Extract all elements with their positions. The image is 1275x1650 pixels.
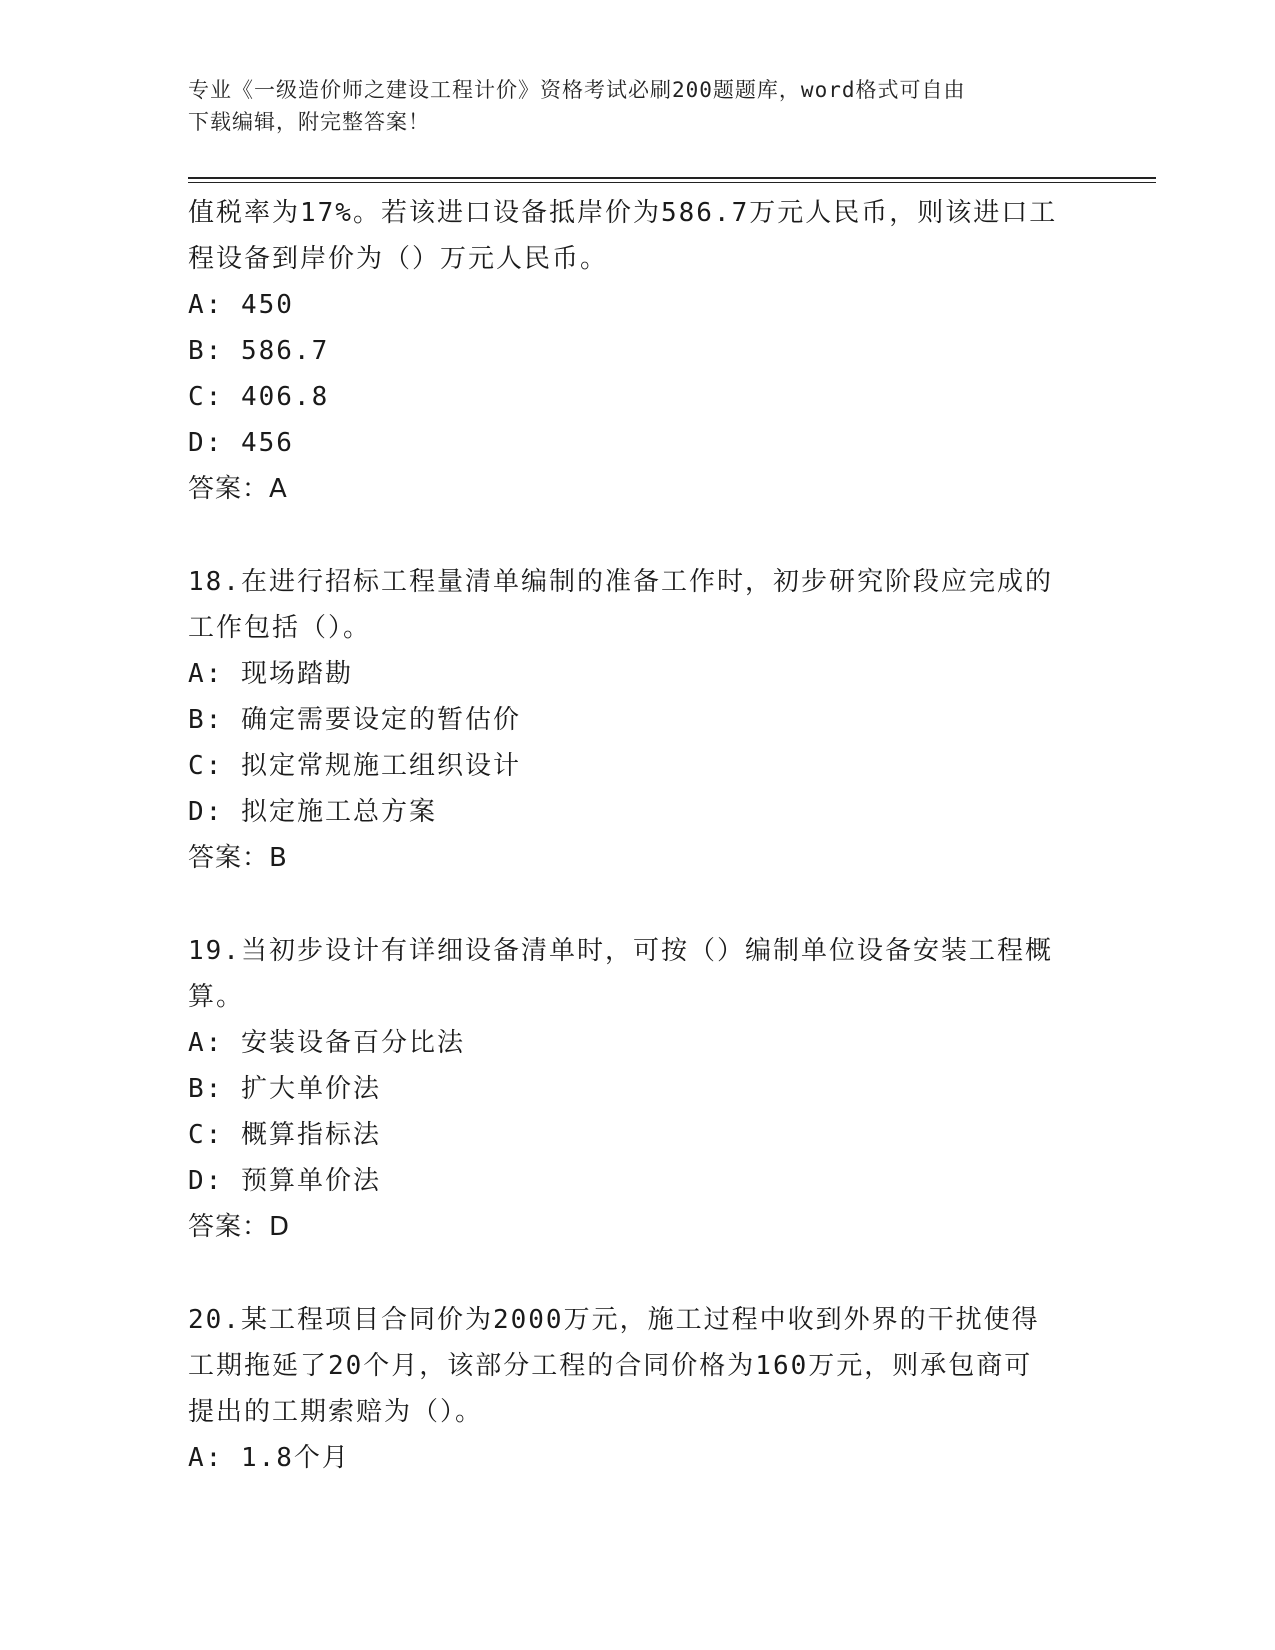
question-stem-line: 值税率为17%。若该进口设备抵岸价为586.7万元人民币，则该进口工 bbox=[188, 198, 1058, 228]
option-d: D: 456 bbox=[188, 428, 294, 458]
header-line-1: 专业《一级造价师之建设工程计价》资格考试必刷200题题库，word格式可自由 bbox=[188, 78, 966, 102]
question-20 bbox=[188, 1297, 1088, 1481]
question-stem-line: 19.当初步设计有详细设备清单时，可按（）编制单位设备安装工程概 bbox=[188, 936, 1053, 966]
question-stem-line: 20.某工程项目合同价为2000万元，施工过程中收到外界的干扰使得 bbox=[188, 1305, 1040, 1335]
spacer bbox=[188, 881, 1088, 928]
question-18 bbox=[188, 559, 1088, 881]
question-17 bbox=[188, 190, 1088, 512]
spacer bbox=[188, 1250, 1088, 1297]
option-c: C: 拟定常规施工组织设计 bbox=[188, 751, 521, 781]
question-list bbox=[188, 190, 1088, 1481]
spacer bbox=[188, 512, 1088, 559]
option-a: A: 安装设备百分比法 bbox=[188, 1028, 465, 1058]
question-stem-line: 算。 bbox=[188, 982, 245, 1012]
document-header bbox=[188, 74, 1088, 138]
option-d: D: 预算单价法 bbox=[188, 1166, 381, 1196]
option-b: B: 扩大单价法 bbox=[188, 1074, 381, 1104]
question-stem-line: 工期拖延了20个月，该部分工程的合同价格为160万元，则承包商可 bbox=[188, 1351, 1033, 1381]
option-a: A: 现场踏勘 bbox=[188, 659, 353, 689]
header-rule-thick bbox=[188, 177, 1156, 179]
option-b: B: 586.7 bbox=[188, 336, 330, 366]
option-a: A: 1.8个月 bbox=[188, 1443, 350, 1473]
header-rule-thin bbox=[188, 182, 1156, 183]
answer-line: 答案：A bbox=[188, 474, 288, 504]
answer-line: 答案：B bbox=[188, 843, 288, 873]
option-c: C: 概算指标法 bbox=[188, 1120, 381, 1150]
option-d: D: 拟定施工总方案 bbox=[188, 797, 437, 827]
question-stem-line: 工作包括（）。 bbox=[188, 613, 372, 643]
option-b: B: 确定需要设定的暂估价 bbox=[188, 705, 521, 735]
question-19 bbox=[188, 928, 1088, 1250]
header-line-2: 下载编辑，附完整答案！ bbox=[188, 110, 430, 134]
question-stem-line: 18.在进行招标工程量清单编制的准备工作时，初步研究阶段应完成的 bbox=[188, 567, 1053, 597]
answer-line: 答案：D bbox=[188, 1212, 291, 1242]
question-stem-line: 提出的工期索赔为（）。 bbox=[188, 1397, 484, 1427]
option-c: C: 406.8 bbox=[188, 382, 330, 412]
question-stem-line: 程设备到岸价为（）万元人民币。 bbox=[188, 244, 609, 274]
option-a: A: 450 bbox=[188, 290, 294, 320]
